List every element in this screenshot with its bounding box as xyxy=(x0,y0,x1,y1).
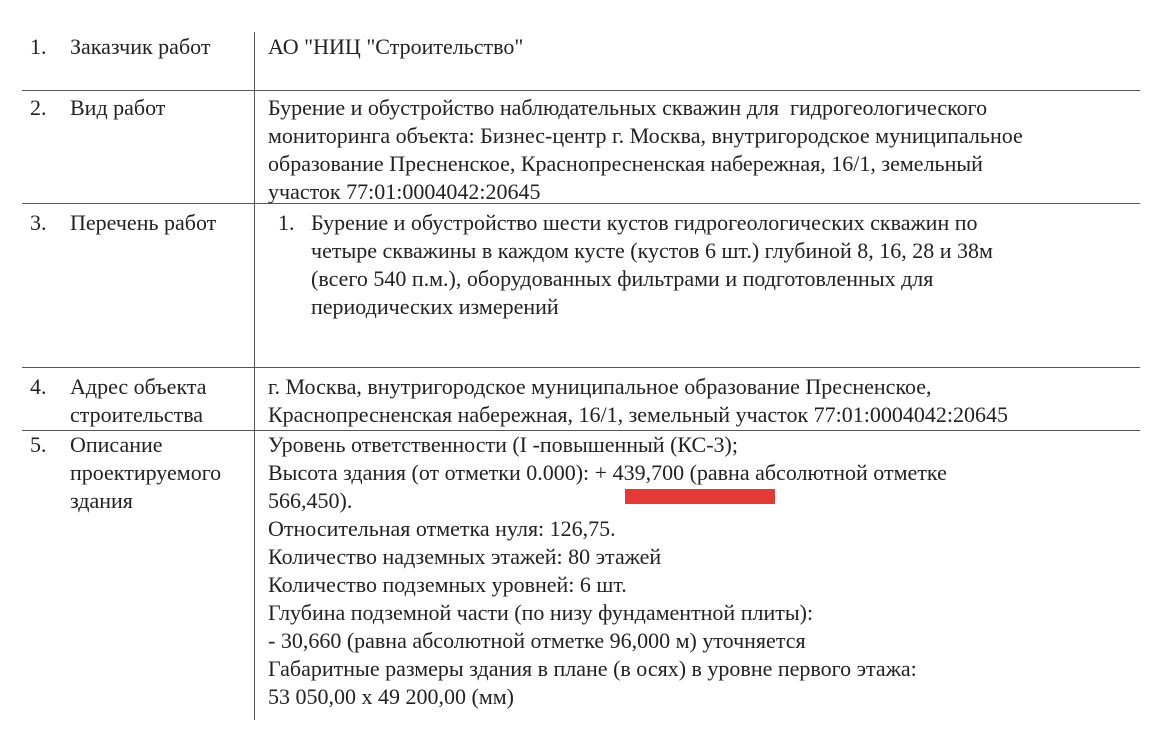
row-3-value-line: (всего 540 п.м.), оборудованных фильтрами и подготовленных для xyxy=(311,266,934,291)
row-5-value-line: Количество подземных уровней: 6 шт. xyxy=(268,572,627,597)
row-5-value-line: Габаритные размеры здания в плане (в осях) в уровне первого этажа: xyxy=(268,656,917,681)
row-1-label-text: Заказчик работ xyxy=(70,34,211,59)
row-5-number: 5. xyxy=(30,432,47,457)
row-divider xyxy=(22,90,1140,91)
row-2-number: 2. xyxy=(30,95,47,120)
row-5-label-line: проектируемого xyxy=(70,460,222,485)
row-3-number: 3. xyxy=(30,210,47,235)
row-1-value xyxy=(268,33,1138,61)
row-4-value-line: Краснопресненская набережная, 16/1, земельный участок 77:01:0004042:20645 xyxy=(268,402,1009,427)
row-5-value-line: Высота здания (от отметки 0.000): + 439,700 (равна абсолютной отметке xyxy=(268,460,947,485)
row-5-value xyxy=(268,431,1138,711)
row-4-number: 4. xyxy=(30,374,47,399)
row-5-value-line: 566,450). xyxy=(268,488,353,513)
row-2-value-line: мониторинга объекта: Бизнес-центр г. Москва, внутригородское муниципальное xyxy=(268,123,1023,148)
row-3-label xyxy=(70,209,255,237)
row-5-value-line: 53 050,00 х 49 200,00 (мм) xyxy=(268,684,514,709)
row-2-value-line: образование Пресненское, Краснопресненская набережная, 16/1, земельный xyxy=(268,151,983,176)
row-5-value-line: Уровень ответственности (I -повышенный (КС-3); xyxy=(268,432,738,457)
row-4-label-line: строительства xyxy=(70,402,204,427)
row-4-value-line: г. Москва, внутригородское муниципальное образование Пресненское, xyxy=(268,374,932,399)
row-5-value-line: Глубина подземной части (по низу фундаментной плиты): xyxy=(268,600,814,625)
row-3-value-line: периодических измерений xyxy=(311,294,559,319)
row-3-list-number: 1. xyxy=(278,210,295,235)
row-5-label-line: Описание xyxy=(70,432,163,457)
row-5-label xyxy=(70,431,255,515)
row-divider xyxy=(22,367,1140,368)
row-4-value xyxy=(268,373,1138,429)
row-3-value-line: Бурение и обустройство шести кустов гидрогеологических скважин по xyxy=(311,210,978,235)
row-4-label xyxy=(70,373,255,429)
row-2-label xyxy=(70,94,255,122)
row-5-label-line: здания xyxy=(70,488,133,513)
row-3-value-line: четыре скважины в каждом кусте (кустов 6 шт.) глубиной 8, 16, 28 и 38м xyxy=(311,238,993,263)
red-highlight-mark xyxy=(625,489,775,504)
row-5-value-line: Количество надземных этажей: 80 этажей xyxy=(268,544,662,569)
row-3-label-text: Перечень работ xyxy=(70,210,217,235)
row-2-value-line: участок 77:01:0004042:20645 xyxy=(268,179,541,204)
row-5-value-line: Относительная отметка нуля: 126,75. xyxy=(268,516,616,541)
row-2-value-line: Бурение и обустройство наблюдательных скважин для гидрогеологического xyxy=(268,95,988,120)
row-2-label-text: Вид работ xyxy=(70,95,166,120)
row-1-value-line: АО "НИЦ "Строительство" xyxy=(268,34,524,59)
row-3-list-item xyxy=(311,209,1131,321)
row-2-value xyxy=(268,94,1138,206)
row-4-label-line: Адрес объекта xyxy=(70,374,207,399)
row-1-number: 1. xyxy=(30,34,47,59)
row-1-label xyxy=(70,33,255,61)
row-5-value-line: - 30,660 (равна абсолютной отметке 96,000 м) уточняется xyxy=(268,628,806,653)
